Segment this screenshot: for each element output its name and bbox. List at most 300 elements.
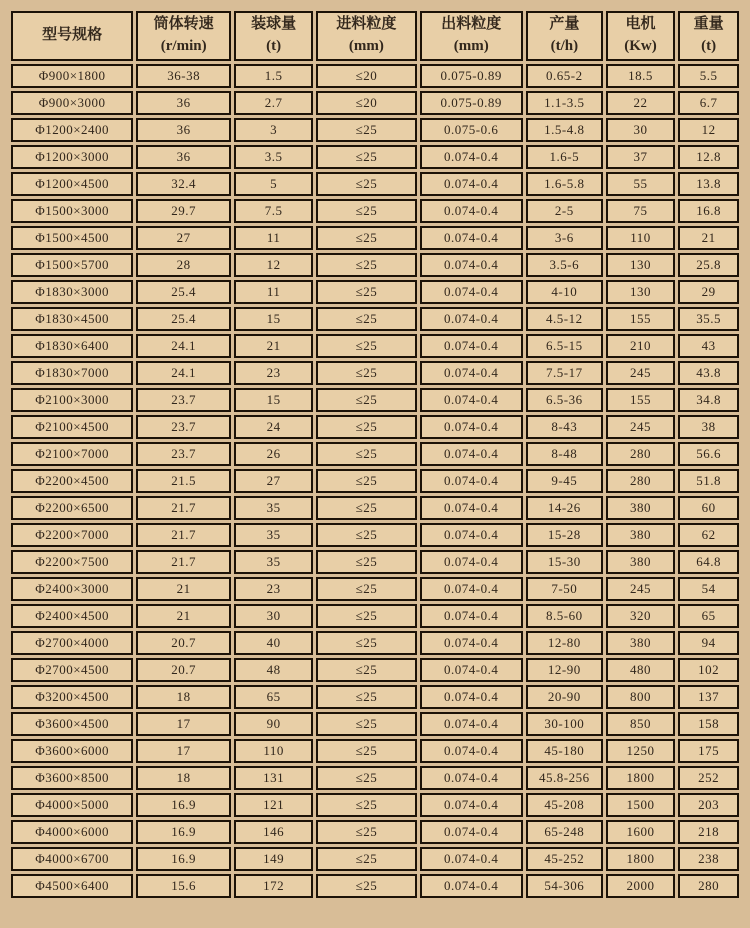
table-cell: ≤25 <box>316 388 416 412</box>
table-cell: Φ1830×7000 <box>11 361 133 385</box>
table-cell: ≤25 <box>316 550 416 574</box>
table-cell: 21 <box>136 604 231 628</box>
column-header-label: 出料粒度 <box>441 16 502 33</box>
table-cell: 3-6 <box>526 226 603 250</box>
table-cell: Φ2700×4500 <box>11 658 133 682</box>
table-row <box>11 64 739 88</box>
table-cell: 110 <box>234 739 313 763</box>
table-cell: 40 <box>234 631 313 655</box>
table-cell: 21 <box>678 226 739 250</box>
table-cell: 0.074-0.4 <box>420 685 523 709</box>
table-cell: 21 <box>234 334 313 358</box>
table-cell: 43 <box>678 334 739 358</box>
table-cell: 43.8 <box>678 361 739 385</box>
table-row <box>11 118 739 142</box>
table-row <box>11 793 739 817</box>
table-cell: 102 <box>678 658 739 682</box>
table-cell: 110 <box>606 226 675 250</box>
table-cell: 130 <box>606 280 675 304</box>
table-cell: 13.8 <box>678 172 739 196</box>
table-cell: 48 <box>234 658 313 682</box>
table-cell: 45.8-256 <box>526 766 603 790</box>
table-cell: 94 <box>678 631 739 655</box>
table-cell: 12-80 <box>526 631 603 655</box>
table-cell: ≤25 <box>316 361 416 385</box>
column-header-unit: (r/min) <box>160 38 207 54</box>
table-body <box>11 64 739 898</box>
table-cell: ≤25 <box>316 334 416 358</box>
table-cell: Φ1500×3000 <box>11 199 133 223</box>
column-header-ball-load <box>234 11 313 61</box>
table-cell: 1800 <box>606 847 675 871</box>
table-cell: 0.074-0.4 <box>420 604 523 628</box>
table-cell: Φ4500×6400 <box>11 874 133 898</box>
table-cell: ≤25 <box>316 766 416 790</box>
table-cell: 6.7 <box>678 91 739 115</box>
column-header-label: 电机 <box>625 16 656 33</box>
header-row <box>11 11 739 61</box>
table-row <box>11 874 739 898</box>
table-cell: 35.5 <box>678 307 739 331</box>
table-cell: Φ4000×6000 <box>11 820 133 844</box>
table-cell: 56.6 <box>678 442 739 466</box>
table-cell: 0.074-0.4 <box>420 550 523 574</box>
column-header-label: 产量 <box>549 16 580 33</box>
table-cell: 20-90 <box>526 685 603 709</box>
table-cell: 17 <box>136 739 231 763</box>
table-cell: 380 <box>606 631 675 655</box>
table-cell: ≤25 <box>316 118 416 142</box>
table-cell: 6.5-15 <box>526 334 603 358</box>
table-cell: Φ2100×4500 <box>11 415 133 439</box>
table-cell: 8-43 <box>526 415 603 439</box>
table-cell: 0.074-0.4 <box>420 361 523 385</box>
table-cell: 252 <box>678 766 739 790</box>
table-cell: 175 <box>678 739 739 763</box>
table-cell: Φ4000×5000 <box>11 793 133 817</box>
table-cell: 0.074-0.4 <box>420 388 523 412</box>
table-cell: ≤25 <box>316 577 416 601</box>
table-cell: 245 <box>606 415 675 439</box>
table-cell: Φ1200×2400 <box>11 118 133 142</box>
table-cell: 28 <box>136 253 231 277</box>
table-cell: 45-252 <box>526 847 603 871</box>
table-cell: 23 <box>234 577 313 601</box>
column-header-model <box>11 11 133 61</box>
table-cell: 0.074-0.4 <box>420 577 523 601</box>
table-cell: 11 <box>234 226 313 250</box>
table-cell: 32.4 <box>136 172 231 196</box>
table-cell: 0.074-0.4 <box>420 847 523 871</box>
table-cell: ≤25 <box>316 820 416 844</box>
table-cell: 24 <box>234 415 313 439</box>
table-cell: 210 <box>606 334 675 358</box>
table-cell: 30 <box>606 118 675 142</box>
table-cell: 16.8 <box>678 199 739 223</box>
table-cell: ≤25 <box>316 631 416 655</box>
table-cell: 54-306 <box>526 874 603 898</box>
table-cell: Φ1200×3000 <box>11 145 133 169</box>
column-header-label: 型号规格 <box>42 27 103 44</box>
table-cell: 1800 <box>606 766 675 790</box>
table-cell: 0.074-0.4 <box>420 442 523 466</box>
table-cell: 218 <box>678 820 739 844</box>
table-cell: 130 <box>606 253 675 277</box>
table-cell: 90 <box>234 712 313 736</box>
table-cell: 21.7 <box>136 496 231 520</box>
column-header-label: 重量 <box>693 16 724 33</box>
table-cell: 172 <box>234 874 313 898</box>
table-cell: 131 <box>234 766 313 790</box>
table-row <box>11 577 739 601</box>
table-cell: ≤25 <box>316 199 416 223</box>
table-cell: 280 <box>606 469 675 493</box>
table-cell: Φ2200×6500 <box>11 496 133 520</box>
table-cell: 23 <box>234 361 313 385</box>
table-cell: Φ900×1800 <box>11 64 133 88</box>
table-row <box>11 91 739 115</box>
table-cell: ≤25 <box>316 280 416 304</box>
table-cell: Φ2100×3000 <box>11 388 133 412</box>
table-cell: 65 <box>234 685 313 709</box>
table-row <box>11 712 739 736</box>
table-cell: 65-248 <box>526 820 603 844</box>
table-cell: 12 <box>234 253 313 277</box>
table-cell: Φ2400×3000 <box>11 577 133 601</box>
table-cell: 18.5 <box>606 64 675 88</box>
table-cell: 0.074-0.4 <box>420 874 523 898</box>
table-cell: ≤25 <box>316 685 416 709</box>
table-cell: ≤25 <box>316 226 416 250</box>
table-row <box>11 442 739 466</box>
table-row <box>11 334 739 358</box>
table-cell: 238 <box>678 847 739 871</box>
table-cell: 380 <box>606 523 675 547</box>
table-row <box>11 658 739 682</box>
table-cell: 25.4 <box>136 307 231 331</box>
table-cell: 20.7 <box>136 658 231 682</box>
table-cell: 0.074-0.4 <box>420 469 523 493</box>
table-cell: 8-48 <box>526 442 603 466</box>
column-header-label: 筒体转速 <box>153 16 214 33</box>
table-cell: Φ1830×3000 <box>11 280 133 304</box>
table-cell: Φ1830×4500 <box>11 307 133 331</box>
table-cell: 37 <box>606 145 675 169</box>
table-cell: 23.7 <box>136 415 231 439</box>
table-cell: 15-30 <box>526 550 603 574</box>
table-cell: ≤25 <box>316 523 416 547</box>
table-cell: 280 <box>678 874 739 898</box>
table-cell: 36-38 <box>136 64 231 88</box>
table-cell: 0.074-0.4 <box>420 523 523 547</box>
table-cell: 15-28 <box>526 523 603 547</box>
table-cell: 16.9 <box>136 820 231 844</box>
table-cell: 38 <box>678 415 739 439</box>
table-cell: ≤25 <box>316 442 416 466</box>
table-row <box>11 523 739 547</box>
table-cell: 35 <box>234 523 313 547</box>
table-row <box>11 199 739 223</box>
table-cell: 0.074-0.4 <box>420 658 523 682</box>
column-header-unit: (t) <box>266 38 282 54</box>
table-cell: 0.074-0.4 <box>420 145 523 169</box>
table-cell: 7.5 <box>234 199 313 223</box>
table-cell: ≤25 <box>316 739 416 763</box>
table-cell: ≤25 <box>316 496 416 520</box>
table-cell: 21 <box>136 577 231 601</box>
table-cell: 137 <box>678 685 739 709</box>
table-cell: 30 <box>234 604 313 628</box>
table-cell: 36 <box>136 118 231 142</box>
column-header-weight <box>678 11 739 61</box>
table-cell: 0.074-0.4 <box>420 253 523 277</box>
table-row <box>11 361 739 385</box>
table-cell: ≤20 <box>316 91 416 115</box>
table-cell: 155 <box>606 307 675 331</box>
table-cell: 54 <box>678 577 739 601</box>
table-cell: 25.4 <box>136 280 231 304</box>
spec-table <box>8 8 742 901</box>
table-cell: 3.5-6 <box>526 253 603 277</box>
table-cell: Φ2700×4000 <box>11 631 133 655</box>
table-cell: 0.075-0.89 <box>420 91 523 115</box>
table-row <box>11 280 739 304</box>
table-cell: 0.075-0.6 <box>420 118 523 142</box>
table-cell: 1.5-4.8 <box>526 118 603 142</box>
table-cell: 1.6-5.8 <box>526 172 603 196</box>
table-cell: ≤25 <box>316 793 416 817</box>
table-cell: Φ2400×4500 <box>11 604 133 628</box>
column-header-label: 进料粒度 <box>336 16 397 33</box>
table-cell: 7-50 <box>526 577 603 601</box>
table-row <box>11 766 739 790</box>
table-cell: 1.1-3.5 <box>526 91 603 115</box>
table-cell: 800 <box>606 685 675 709</box>
table-cell: 158 <box>678 712 739 736</box>
table-cell: Φ3600×8500 <box>11 766 133 790</box>
table-cell: 0.65-2 <box>526 64 603 88</box>
table-cell: 5.5 <box>678 64 739 88</box>
table-row <box>11 388 739 412</box>
table-row <box>11 253 739 277</box>
column-header-capacity <box>526 11 603 61</box>
column-header-feed-size <box>316 11 416 61</box>
table-cell: 245 <box>606 577 675 601</box>
table-cell: 24.1 <box>136 361 231 385</box>
table-cell: 0.074-0.4 <box>420 496 523 520</box>
table-cell: 121 <box>234 793 313 817</box>
table-cell: 1.5 <box>234 64 313 88</box>
table-cell: 380 <box>606 496 675 520</box>
table-cell: 20.7 <box>136 631 231 655</box>
table-row <box>11 226 739 250</box>
table-cell: 35 <box>234 496 313 520</box>
table-row <box>11 820 739 844</box>
table-cell: 149 <box>234 847 313 871</box>
table-cell: 11 <box>234 280 313 304</box>
table-cell: 0.074-0.4 <box>420 631 523 655</box>
table-cell: Φ4000×6700 <box>11 847 133 871</box>
table-cell: ≤25 <box>316 712 416 736</box>
table-cell: 65 <box>678 604 739 628</box>
table-cell: Φ900×3000 <box>11 91 133 115</box>
table-cell: 7.5-17 <box>526 361 603 385</box>
column-header-unit: (t) <box>701 38 717 54</box>
table-row <box>11 415 739 439</box>
table-cell: 1250 <box>606 739 675 763</box>
table-cell: Φ1200×4500 <box>11 172 133 196</box>
table-cell: 36 <box>136 91 231 115</box>
table-cell: Φ1500×4500 <box>11 226 133 250</box>
table-cell: Φ2200×7000 <box>11 523 133 547</box>
table-cell: 0.074-0.4 <box>420 712 523 736</box>
table-cell: 15 <box>234 307 313 331</box>
table-row <box>11 739 739 763</box>
table-cell: 3 <box>234 118 313 142</box>
table-cell: ≤25 <box>316 847 416 871</box>
table-cell: 36 <box>136 145 231 169</box>
table-row <box>11 496 739 520</box>
table-cell: 18 <box>136 766 231 790</box>
table-cell: 45-208 <box>526 793 603 817</box>
table-cell: 24.1 <box>136 334 231 358</box>
table-cell: 2000 <box>606 874 675 898</box>
column-header-unit: (t/h) <box>550 38 579 54</box>
table-cell: Φ2200×7500 <box>11 550 133 574</box>
table-cell: Φ2100×7000 <box>11 442 133 466</box>
table-cell: ≤25 <box>316 658 416 682</box>
table-cell: 23.7 <box>136 442 231 466</box>
table-cell: 29.7 <box>136 199 231 223</box>
table-cell: 21.5 <box>136 469 231 493</box>
table-cell: 60 <box>678 496 739 520</box>
table-cell: 18 <box>136 685 231 709</box>
table-cell: 480 <box>606 658 675 682</box>
table-cell: 0.074-0.4 <box>420 739 523 763</box>
table-cell: Φ1830×6400 <box>11 334 133 358</box>
table-cell: 45-180 <box>526 739 603 763</box>
table-cell: 75 <box>606 199 675 223</box>
table-cell: 27 <box>234 469 313 493</box>
table-cell: 5 <box>234 172 313 196</box>
table-cell: 2.7 <box>234 91 313 115</box>
table-cell: 0.074-0.4 <box>420 307 523 331</box>
table-cell: 12.8 <box>678 145 739 169</box>
table-cell: 0.074-0.4 <box>420 793 523 817</box>
table-cell: 1600 <box>606 820 675 844</box>
table-row <box>11 307 739 331</box>
table-cell: 850 <box>606 712 675 736</box>
table-row <box>11 685 739 709</box>
table-row <box>11 847 739 871</box>
table-cell: 9-45 <box>526 469 603 493</box>
column-header-cylinder-speed <box>136 11 231 61</box>
table-cell: Φ1500×5700 <box>11 253 133 277</box>
table-row <box>11 172 739 196</box>
table-cell: 15 <box>234 388 313 412</box>
table-cell: 35 <box>234 550 313 574</box>
table-cell: Φ3600×6000 <box>11 739 133 763</box>
column-header-unit: (mm) <box>453 38 489 54</box>
column-header-label: 装球量 <box>251 16 297 33</box>
table-cell: ≤25 <box>316 469 416 493</box>
table-cell: 0.074-0.4 <box>420 334 523 358</box>
table-cell: 3.5 <box>234 145 313 169</box>
table-cell: 2-5 <box>526 199 603 223</box>
table-cell: 12 <box>678 118 739 142</box>
table-cell: 64.8 <box>678 550 739 574</box>
table-cell: 0.074-0.4 <box>420 415 523 439</box>
table-cell: 30-100 <box>526 712 603 736</box>
table-cell: 25.8 <box>678 253 739 277</box>
table-cell: ≤25 <box>316 874 416 898</box>
table-cell: ≤25 <box>316 307 416 331</box>
table-cell: 26 <box>234 442 313 466</box>
table-cell: 23.7 <box>136 388 231 412</box>
table-cell: 27 <box>136 226 231 250</box>
table-cell: 16.9 <box>136 847 231 871</box>
table-cell: 0.075-0.89 <box>420 64 523 88</box>
table-cell: 29 <box>678 280 739 304</box>
table-cell: ≤25 <box>316 604 416 628</box>
table-cell: 17 <box>136 712 231 736</box>
table-row <box>11 469 739 493</box>
table-cell: 14-26 <box>526 496 603 520</box>
table-cell: 0.074-0.4 <box>420 226 523 250</box>
table-cell: 1500 <box>606 793 675 817</box>
table-cell: ≤20 <box>316 64 416 88</box>
table-cell: ≤25 <box>316 172 416 196</box>
table-cell: Φ2200×4500 <box>11 469 133 493</box>
table-cell: 0.074-0.4 <box>420 199 523 223</box>
table-cell: 4.5-12 <box>526 307 603 331</box>
table-cell: 21.7 <box>136 523 231 547</box>
table-cell: 245 <box>606 361 675 385</box>
table-cell: 15.6 <box>136 874 231 898</box>
table-cell: 22 <box>606 91 675 115</box>
table-cell: 55 <box>606 172 675 196</box>
table-cell: 0.074-0.4 <box>420 172 523 196</box>
column-header-unit: (mm) <box>348 38 384 54</box>
table-cell: 0.074-0.4 <box>420 766 523 790</box>
table-cell: 380 <box>606 550 675 574</box>
table-cell: ≤25 <box>316 145 416 169</box>
table-cell: 16.9 <box>136 793 231 817</box>
table-cell: 51.8 <box>678 469 739 493</box>
table-cell: 1.6-5 <box>526 145 603 169</box>
table-cell: 155 <box>606 388 675 412</box>
table-cell: 12-90 <box>526 658 603 682</box>
table-cell: 21.7 <box>136 550 231 574</box>
column-header-unit: (Kw) <box>624 38 657 54</box>
table-cell: 203 <box>678 793 739 817</box>
table-cell: 146 <box>234 820 313 844</box>
table-cell: 62 <box>678 523 739 547</box>
table-cell: Φ3600×4500 <box>11 712 133 736</box>
table-cell: 0.074-0.4 <box>420 280 523 304</box>
table-row <box>11 550 739 574</box>
table-cell: 6.5-36 <box>526 388 603 412</box>
table-cell: 320 <box>606 604 675 628</box>
table-row <box>11 145 739 169</box>
table-cell: 8.5-60 <box>526 604 603 628</box>
table-cell: 0.074-0.4 <box>420 820 523 844</box>
table-cell: 4-10 <box>526 280 603 304</box>
column-header-discharge-size <box>420 11 523 61</box>
table-cell: 34.8 <box>678 388 739 412</box>
table-cell: 280 <box>606 442 675 466</box>
table-cell: ≤25 <box>316 415 416 439</box>
